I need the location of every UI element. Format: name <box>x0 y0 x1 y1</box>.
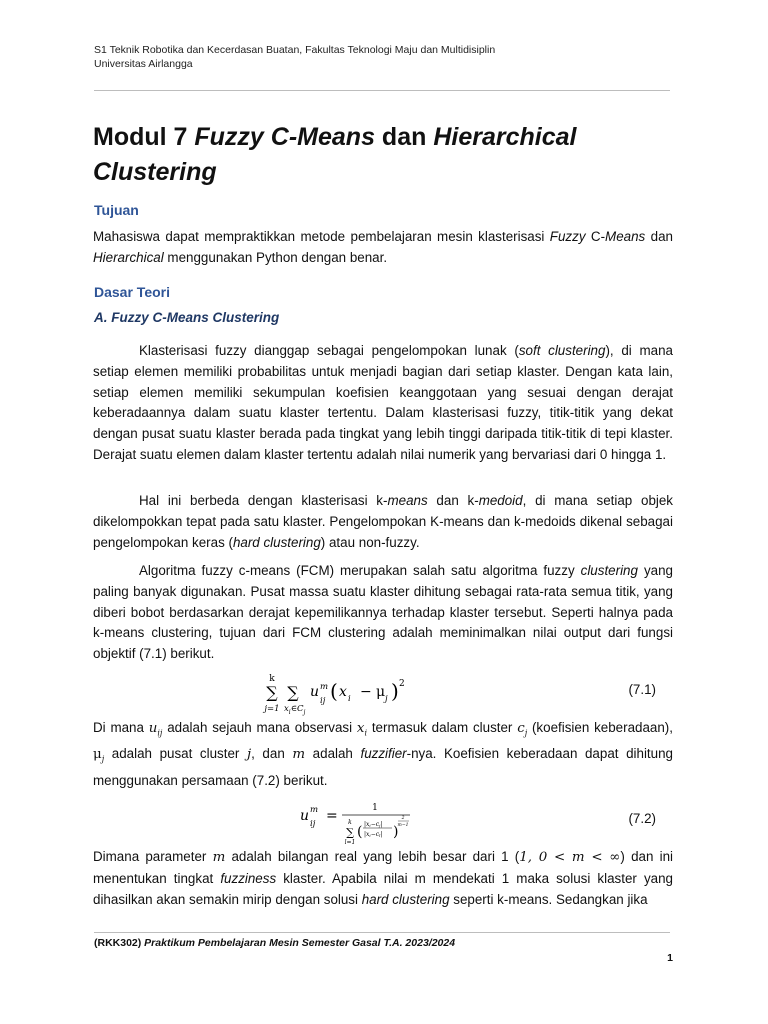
p3-em: clustering <box>580 563 638 578</box>
p3-text-a: Algoritma fuzzy c-means (FCM) merupakan salah satu algoritma fuzzy <box>139 563 581 578</box>
p4-math-u: u <box>148 721 158 736</box>
eq1-sum2-bottom <box>284 704 306 716</box>
eq1-mu-sub: j <box>385 694 388 704</box>
eq1-u: u <box>310 684 320 700</box>
p5-text-b: adalah bilangan real yang lebih besar dari 1 ( <box>225 849 520 864</box>
eq2-x2-sub: i <box>369 833 371 838</box>
tujuan-em-2: Means <box>605 229 646 244</box>
running-footer <box>94 937 455 949</box>
p4-math-c-sub: j <box>524 728 528 738</box>
p4-text-c: termasuk dalam cluster <box>367 720 518 735</box>
eq1-mu: μ <box>376 684 386 700</box>
eq2-x1-sub: i <box>369 823 371 828</box>
eq1-paren-close: ) <box>391 679 399 703</box>
p4-text-f: , dan <box>251 746 293 762</box>
p5-text-d: klaster. Apabila nilai m mendekati 1 maka solusi klaster yang dihasilkan akan semakin mirip dengan solusi <box>93 870 673 907</box>
eq2-equals: = <box>326 808 338 824</box>
eq2-x2: x <box>366 831 370 838</box>
eq2-sum-top: k <box>348 819 352 826</box>
eq1-sum2-j: j <box>303 709 306 716</box>
tujuan-text-4: menggunakan Python dengan benar. <box>163 249 388 265</box>
paragraph-1 <box>93 341 673 466</box>
p2-em-3: hard clustering <box>232 534 321 550</box>
page-number: 1 <box>667 952 673 964</box>
heading-dasar-teori: Dasar Teori <box>94 284 170 300</box>
eq2-paren-close: ) <box>393 824 399 840</box>
tujuan-text-3: dan <box>645 229 673 244</box>
header-divider <box>94 90 670 91</box>
eq1-sum-top: k <box>269 674 275 684</box>
eq2-sum-sign: ∑ <box>346 826 354 839</box>
heading-tujuan: Tujuan <box>94 202 139 218</box>
eq1-sum-bottom: j=1 <box>264 704 280 714</box>
tujuan-paragraph <box>93 227 673 269</box>
eq1-x: x <box>339 684 347 700</box>
equation-number-7-1: (7.1) <box>628 682 656 697</box>
eq1-power: 2 <box>399 679 405 689</box>
p2-text-c: , di mana setiap objek dikelompokkan tepat pada satu klaster. Pengelompokan K-means dan k-medoids dikenal sebagai pengelompokan keras ( <box>93 493 674 550</box>
p3-text-b: yang paling banyak digunakan. Pusat massa suatu klaster dihitung sebagai rata-rata semua titik, yang diberi bobot berdasarkan derajat kepemilikannya terhadap klaster tersebut. Seperti halnya pada k-means clustering, tujuan dari FCM clustering adalah meminimalkan nilai output dari fungsi objektif (7.1) berikut. <box>93 563 673 662</box>
eq2-lhs-u: u <box>300 808 310 824</box>
eq1-paren-open: ( <box>330 679 338 703</box>
eq2-exp-den: m−1 <box>397 823 409 828</box>
footer-title: Praktikum Pembelajaran Mesin Semester Gasal T.A. 2023/2024 <box>141 937 456 949</box>
equation-7-2 <box>94 798 670 846</box>
equation-number-7-2: (7.2) <box>628 811 656 826</box>
p5-em-2: hard clustering <box>361 891 450 907</box>
p4-text-a: Di mana <box>93 720 149 735</box>
subheading-fcm: A. Fuzzy C-Means Clustering <box>94 310 280 325</box>
p5-text-e: seperti k-means. Sedangkan jika <box>449 891 648 907</box>
header-line-1: S1 Teknik Robotika dan Kecerdasan Buatan, Fakultas Teknologi Maju dan Multidisiplin <box>94 44 496 56</box>
p2-text-b: dan k- <box>427 493 479 508</box>
p4-math-x-sub: i <box>364 728 368 738</box>
p4-math-x: x <box>356 721 365 736</box>
eq2-lhs-sup: m <box>310 805 319 815</box>
paragraph-4 <box>93 718 673 792</box>
tujuan-text-1: Mahasiswa dapat mempraktikkan metode pembelajaran mesin klasterisasi <box>93 229 550 244</box>
p2-text-d: ) atau non-fuzzy. <box>320 534 420 550</box>
footer-code: (RKK302) <box>94 937 142 949</box>
equation-7-2-formula <box>94 798 670 848</box>
p4-math-c: c <box>517 721 525 736</box>
eq1-sum2-i: i <box>288 709 291 716</box>
eq2-c1-sub: j <box>379 823 381 828</box>
p5-em-1: fuzziness <box>220 870 277 886</box>
eq2-sum-bottom: l=1 <box>344 839 356 846</box>
p2-text-a: Hal ini berbeda dengan klasterisasi k- <box>139 493 388 508</box>
eq2-exp-num: 2 <box>401 816 405 821</box>
eq1-u-sup: m <box>320 682 329 692</box>
tujuan-em-3: Hierarchical <box>93 249 164 265</box>
footer-divider <box>94 932 670 933</box>
p1-em: soft clustering <box>518 343 606 358</box>
title-part-3: dan <box>374 123 434 151</box>
equation-7-1 <box>94 670 670 714</box>
p4-math-m: m <box>292 747 306 763</box>
eq1-minus: − <box>360 684 372 700</box>
eq2-inner-numerator: |xi−cj| <box>364 821 383 828</box>
title-part-1: Modul 7 <box>93 123 195 151</box>
p4-text-h: -nya. Koefisien keberadaan dapat dihitung menggunakan persamaan (7.2) berikut. <box>93 746 673 788</box>
p4-text-d: (koefisien keberadaan), <box>527 720 673 735</box>
p4-text-e: adalah pusat cluster <box>104 746 247 762</box>
eq1-u-sub: ij <box>320 696 326 706</box>
eq1-sum-sign-1: ∑ <box>266 683 278 702</box>
eq2-c1: c <box>375 821 380 828</box>
eq2-c2: c <box>375 831 380 838</box>
equation-7-1-formula <box>94 670 670 718</box>
eq1-x-sub: i <box>348 694 351 704</box>
header-line-2: Universitas Airlangga <box>94 58 193 70</box>
paragraph-2 <box>93 491 673 553</box>
eq1-sum2-in-c: ∈C <box>290 704 304 714</box>
eq1-sum-sign-2: ∑ <box>287 683 299 702</box>
eq1-sum2-x: x <box>284 704 289 714</box>
title-part-2: Fuzzy C-Means <box>194 123 375 151</box>
eq2-x1: x <box>366 821 370 828</box>
title-part-4: Hierarchical Clustering <box>93 123 577 186</box>
p4-text-g: adalah <box>305 746 361 762</box>
paragraph-5 <box>93 847 673 910</box>
eq2-lhs-sub: ij <box>310 819 316 829</box>
p4-em: fuzzifier <box>360 746 407 762</box>
p4-math-j: j <box>246 747 252 763</box>
page-title <box>93 120 693 190</box>
p5-math-m: m <box>212 850 226 865</box>
eq2-numerator: 1 <box>372 803 378 813</box>
paragraph-3 <box>93 561 673 665</box>
p1-text-b: ), di mana setiap elemen memiliki probabilitas untuk menjadi bagian dari setiap klaster. Dengan kata lain, setiap elemen memiliki sekumpulan koefisien keanggotaan yang sesuai dengan derajat keberadaannya dalam suatu klaster tertentu. Dalam klasterisasi fuzzy, titik-titik yang dekat dengan pusat suatu klaster berada pada tingkat yang lebih tinggi daripada titik-titik di tepi klaster. Derajat suatu elemen dalam klaster tertentu adalah nilai numerik yang bervariasi dari 0 hingga 1. <box>93 343 673 462</box>
eq2-inner-denominator: |xi−cl| <box>364 831 383 838</box>
eq2-paren-open: ( <box>357 824 363 840</box>
p4-math-mu-sub: j <box>101 755 105 765</box>
p4-math-mu: μ <box>93 747 102 763</box>
p4-math-u-sub: ij <box>157 728 163 738</box>
p1-text-a: Klasterisasi fuzzy dianggap sebagai pengelompokan lunak ( <box>139 343 519 358</box>
tujuan-em-1: Fuzzy <box>549 229 586 244</box>
p5-text-a: Dimana parameter <box>93 849 213 864</box>
p5-math-range: 1, 0 < m < ∞ <box>519 850 621 865</box>
running-header <box>94 43 495 71</box>
p5-text-c: ) dan ini menentukan tingkat <box>93 849 673 886</box>
tujuan-text-2: C- <box>585 229 606 244</box>
p2-em-2: medoid <box>478 493 523 508</box>
eq2-c2-sub: l <box>379 833 381 838</box>
p4-text-b: adalah sejauh mana observasi <box>162 720 357 735</box>
p2-em-1: means <box>387 493 428 508</box>
